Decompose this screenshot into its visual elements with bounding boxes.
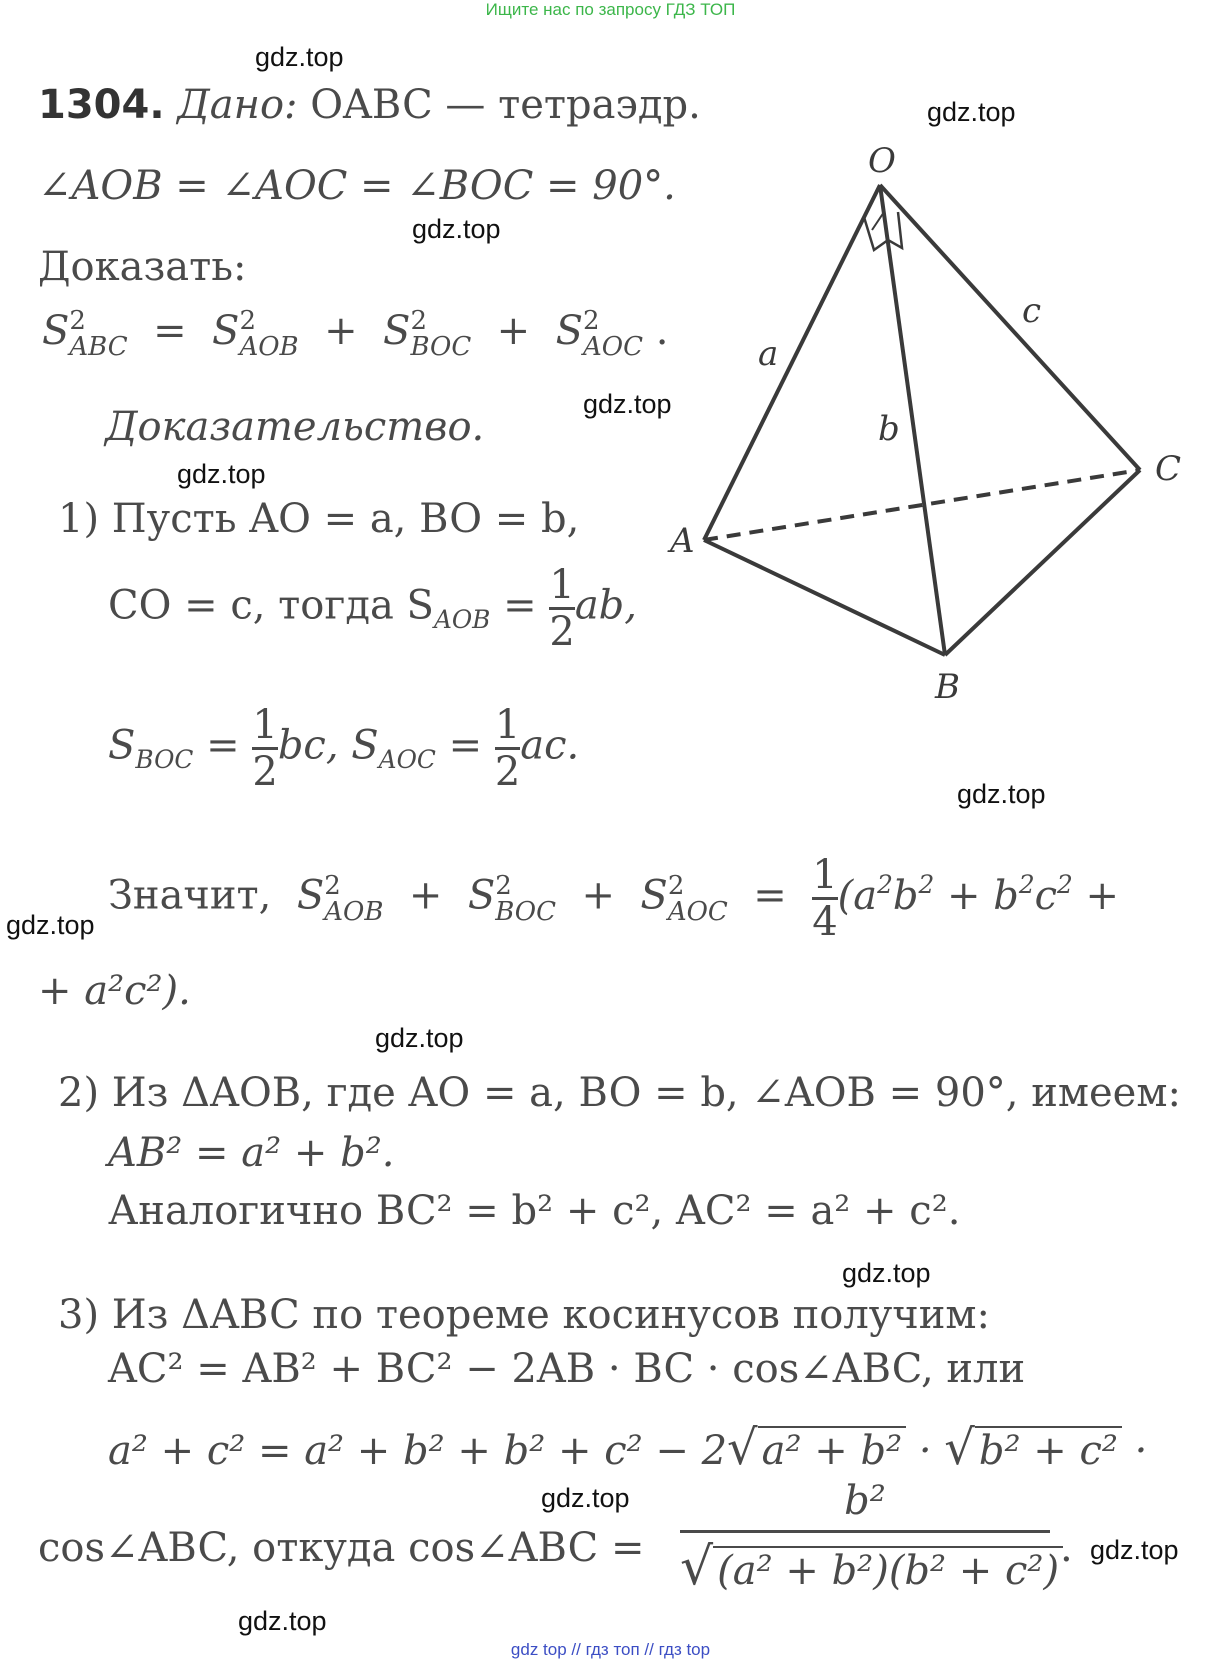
proof-label: Доказательство.: [105, 404, 485, 450]
watermark: gdz.top: [957, 779, 1046, 809]
vertex-o: O: [868, 141, 896, 181]
edge-bc: [945, 470, 1140, 655]
fraction-half: [252, 702, 278, 795]
frac-den: 2: [549, 609, 575, 655]
step1-line2: [108, 562, 637, 655]
frac-den: 2: [494, 749, 521, 795]
frac-num: 1: [549, 562, 575, 608]
watermark: gdz.top: [583, 389, 672, 419]
vertex-b: B: [935, 667, 960, 700]
watermark: gdz.top: [255, 42, 344, 72]
step3-line4: [38, 1525, 644, 1571]
frac-den: 2: [252, 749, 278, 795]
watermark: gdz.top: [238, 1606, 327, 1636]
step2-line3: Аналогично BC² = b² + c², AC² = a² + c².: [108, 1188, 961, 1234]
frac-den: 4: [812, 899, 838, 945]
result-period: .: [1060, 1525, 1073, 1571]
edge-ab: [704, 540, 945, 655]
fraction-half: [549, 562, 575, 655]
result-denominator: (a² + b²)(b² + c²): [713, 1546, 1063, 1594]
watermark: gdz.top: [541, 1483, 630, 1513]
step2-line2: AB² = a² + b².: [108, 1130, 395, 1176]
sub-aoc: AOC: [378, 744, 436, 774]
step1-line2-post: ab,: [574, 582, 637, 629]
step3-line2: AC² = AB² + BC² − 2AB · BC · cos∠ABC, или: [108, 1346, 1026, 1392]
edge-label-c: c: [1022, 291, 1042, 331]
step1-line3-post: ac.: [520, 722, 580, 769]
watermark: gdz.top: [412, 214, 501, 244]
frac-num: 1: [494, 702, 521, 748]
watermark: gdz.top: [842, 1258, 931, 1288]
result-numerator: b²: [844, 1478, 886, 1524]
step1-line4: Значит, S 2 AOB + S 2 BOC + S 2 AOC = $\frac{1}{4}$ ($a^2b^2 + b^2c^2$ +: [108, 852, 1120, 945]
fraction-half: [494, 702, 521, 795]
edge-label-a: a: [758, 334, 779, 374]
equals: =: [206, 722, 240, 769]
watermark: gdz.top: [1090, 1535, 1179, 1565]
dot: ·: [1134, 1428, 1148, 1474]
s-symbol: S: [108, 722, 136, 769]
sqrt-a2-b2: a² + b²: [758, 1426, 906, 1474]
given-label: Дано:: [177, 82, 298, 128]
step1-line5: + a²c²).: [38, 968, 191, 1014]
dot: ·: [918, 1428, 932, 1474]
fraction-quarter: [812, 852, 838, 945]
edge-oa: [704, 185, 880, 540]
frac-num: 1: [252, 702, 278, 748]
problem-header: [38, 82, 701, 128]
top-banner[interactable]: Ищите нас по запросу ГДЗ ТОП: [485, 0, 736, 19]
watermark: gdz.top: [177, 459, 266, 489]
step3-line3-pre: a² + c² = a² + b² + b² + c² − 2: [108, 1428, 728, 1474]
given-text: OABC — тетраэдр.: [310, 82, 701, 128]
step3-line1: 3) Из ΔABC по теореме косинусов получим:: [58, 1292, 990, 1338]
equals: =: [448, 722, 483, 769]
right-angle-mark: [872, 212, 884, 230]
sqrt-b2-c2: b² + c²: [975, 1426, 1122, 1474]
step2-line1: 2) Из ΔAOB, где AO = a, BO = b, ∠AOB = 90°, имеем:: [58, 1070, 1181, 1116]
watermark: gdz.top: [6, 910, 95, 940]
step1-line3: [108, 702, 580, 795]
step1-line4-pre: Значит,: [108, 872, 272, 919]
right-angle-mark: [888, 212, 902, 248]
vertex-c: C: [1155, 449, 1182, 489]
vertex-a: A: [670, 521, 695, 561]
sub-aob: AOB: [433, 604, 491, 634]
edge-label-b: b: [878, 409, 900, 449]
prove-formula: S 2 ABC = S 2 AOB + S 2 BOC + S 2 AOC .: [42, 306, 669, 362]
sub-boc: BOC: [135, 744, 194, 774]
angles-condition: ∠AOB = ∠AOC = ∠BOC = 90°.: [38, 163, 676, 209]
result-fraction: b² √ (a² + b²)(b² + c²): [680, 1478, 1050, 1597]
step1-line2-pre: CO = c, тогда S: [108, 582, 434, 629]
problem-number: 1304.: [38, 82, 165, 128]
watermark: gdz.top: [375, 1023, 464, 1053]
equals: =: [503, 582, 537, 629]
prove-label: Доказать:: [38, 244, 247, 290]
edge-oc: [880, 185, 1140, 470]
frac-num: 1: [812, 852, 838, 898]
step3-line3: a² + c² = a² + b² + b² + c² − 2√ a² + b² · √ b² + c² ·: [108, 1420, 1148, 1476]
tetrahedron-figure: [640, 140, 1200, 700]
step1-line3-mid: bc, S: [277, 722, 379, 769]
watermark: gdz.top: [927, 97, 1016, 127]
step3-line4-pre: cos∠ABC, откуда cos∠ABC =: [38, 1525, 645, 1571]
step1-line1: 1) Пусть AO = a, BO = b,: [58, 496, 580, 542]
bottom-banner[interactable]: gdz top // гдз топ // гдз top: [510, 1640, 711, 1659]
